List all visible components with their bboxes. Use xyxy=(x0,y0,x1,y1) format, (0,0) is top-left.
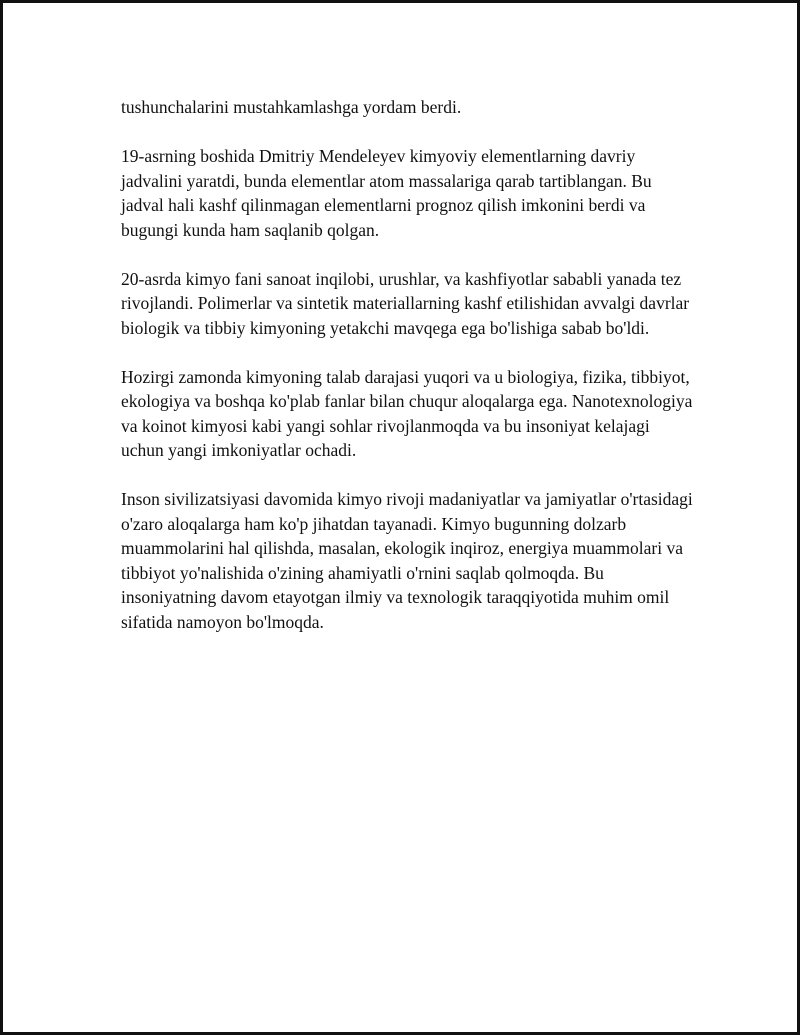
paragraph-modern-times: Hozirgi zamonda kimyoning talab darajasi yuqori va u biologiya, fizika, tibbiyot, ekologiya va boshqa ko'plab fanlar bilan chuqur aloqalarga ega. Nanotexnologiya va koinot kimyosi kabi yangi sohlar rivojlanmoqda va bu insoniyat kelajagi uchun yangi imkoniyatlar ochadi. xyxy=(121,366,693,460)
paragraph-19th-century: 19-asrning boshida Dmitriy Mendeleyev kimyoviy elementlarning davriy jadvalini yaratdi, bunda elementlar atom massalariga qarab tartiblangan. Bu jadval hali kashf qilinmagan elementlarni prognoz qilish imkonini berdi va bugungi kunda ham saqlanib qolgan. xyxy=(121,146,652,240)
document-body xyxy=(121,95,696,659)
paragraph-civilization: Inson sivilizatsiyasi davomida kimyo rivoji madaniyatlar va jamiyatlar o'rtasidagi o'zaro aloqalarga ham ko'p jihatdan tayanadi. Kimyo bugunning dolzarb muammolarini hal qilishda, masalan, ekologik inqiroz, energiya muammolari va tibbiyot yo'nalishida o'zining ahamiyatli o'rnini saqlab qolmoqda. Bu insoniyatning davom etayotgan ilmiy va texnologik taraqqiyotida muhim omil sifatida namoyon bo'lmoqda. xyxy=(121,489,693,632)
paragraph-20th-century: 20-asrda kimyo fani sanoat inqilobi, urushlar, va kashfiyotlar sababli yanada tez rivojlandi. Polimerlar va sintetik materiallarning kashf etilishidan avvalgi davrlar biologik va tibbiy kimyoning yetakchi mavqega ega bo'lishiga sabab bo'ldi. xyxy=(121,268,690,338)
paragraph-continuation: tushunchalarini mustahkamlashga yordam berdi. xyxy=(121,97,462,117)
